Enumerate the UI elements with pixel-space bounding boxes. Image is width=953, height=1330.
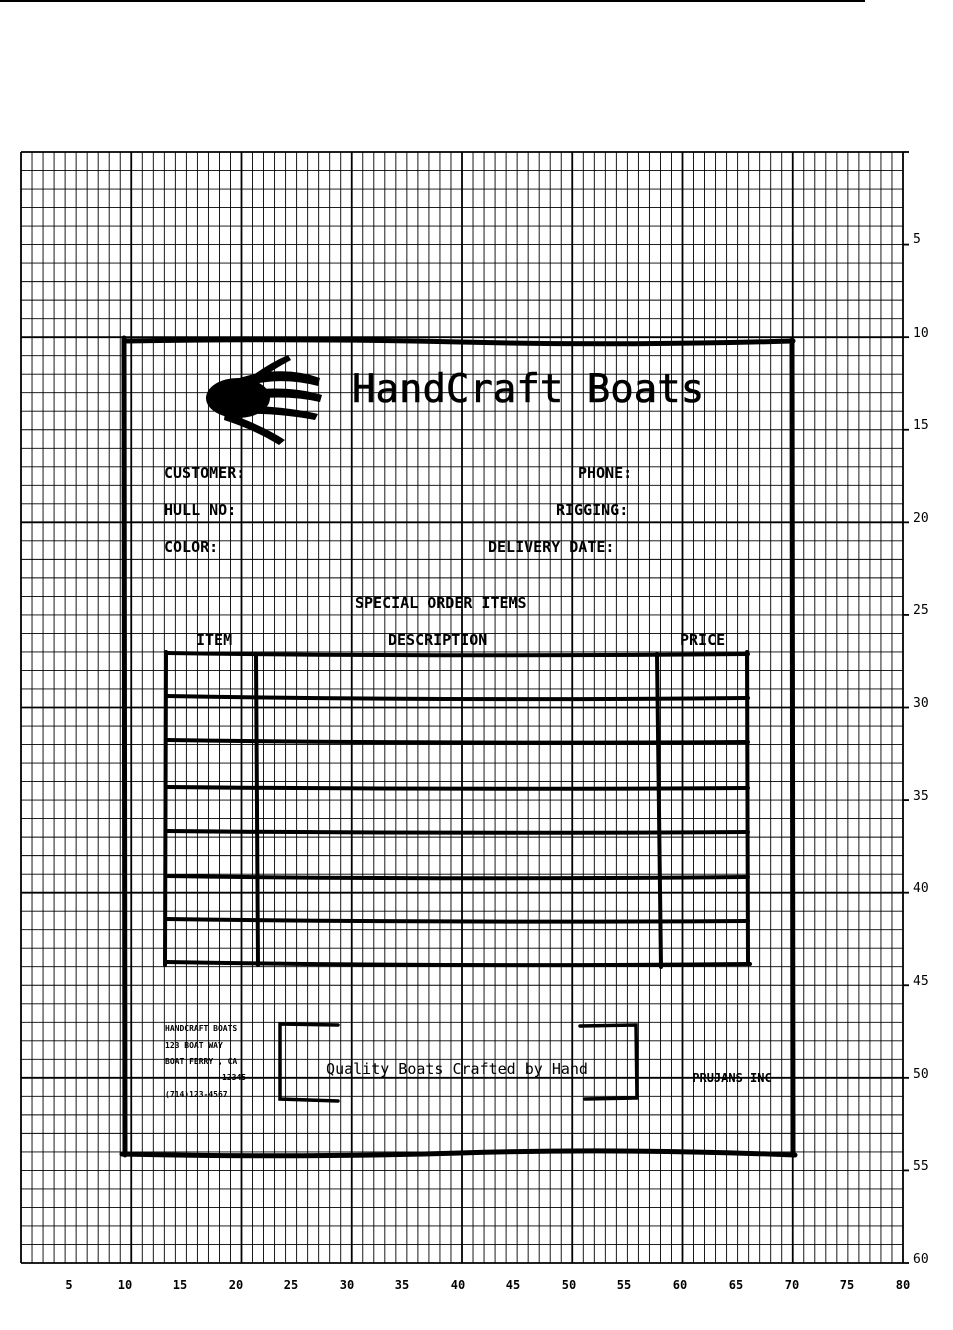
- x-tick-label: 80: [895, 1278, 911, 1292]
- x-tick-label: 60: [672, 1278, 688, 1292]
- x-tick-label: 5: [65, 1278, 73, 1292]
- address-line: 123 BOAT WAY: [165, 1041, 223, 1050]
- x-tick-label: 25: [283, 1278, 299, 1292]
- hand-logo-icon: [206, 355, 322, 445]
- table-row-line: [166, 831, 748, 833]
- rigging-label: RIGGING:: [556, 501, 629, 519]
- x-tick-label: 10: [117, 1278, 133, 1292]
- address-line: BOAT FERRY , CA: [165, 1057, 238, 1066]
- stamp-logo: PRUJANS INC: [692, 1071, 772, 1085]
- x-tick-label: 75: [839, 1278, 855, 1292]
- x-axis-labels: [65, 1278, 910, 1292]
- y-tick-label: 60: [913, 1252, 929, 1267]
- y-tick-label: 20: [913, 511, 929, 526]
- address-line: 12345: [222, 1073, 247, 1082]
- column-header-item: ITEM: [196, 631, 233, 649]
- y-tick-label: 45: [913, 974, 929, 989]
- x-tick-label: 50: [561, 1278, 577, 1292]
- form-border: [122, 338, 795, 1156]
- x-tick-label: 40: [450, 1278, 466, 1292]
- customer-label: CUSTOMER:: [164, 464, 246, 482]
- table-row-line: [166, 653, 748, 655]
- form-title: HandCraft Boats: [352, 367, 705, 412]
- table-row-line: [166, 876, 748, 878]
- hull-no-label: HULL NO:: [164, 501, 237, 519]
- section-title: SPECIAL ORDER ITEMS: [355, 594, 527, 612]
- y-tick-label: 25: [913, 603, 929, 618]
- column-header-price: PRICE: [680, 631, 726, 649]
- slogan: Quality Boats Crafted by Hand: [326, 1060, 588, 1078]
- table-row-line: [166, 787, 748, 789]
- color-label: COLOR:: [164, 538, 219, 556]
- x-tick-label: 15: [172, 1278, 188, 1292]
- x-tick-label: 45: [505, 1278, 521, 1292]
- address-line: (714)123-4567: [165, 1090, 228, 1099]
- delivery-date-label: DELIVERY DATE:: [488, 538, 615, 556]
- column-header-description: DESCRIPTION: [388, 631, 488, 649]
- y-tick-label: 10: [913, 326, 929, 341]
- x-tick-label: 65: [728, 1278, 744, 1292]
- y-tick-label: 35: [913, 789, 929, 804]
- x-tick-label: 70: [784, 1278, 800, 1292]
- x-tick-label: 30: [339, 1278, 355, 1292]
- address-line: HANDCRAFT BOATS: [165, 1024, 238, 1033]
- phone-label: PHONE:: [578, 464, 633, 482]
- y-tick-label: 40: [913, 881, 929, 896]
- address-block: [165, 1024, 246, 1099]
- y-tick-label: 30: [913, 696, 929, 711]
- y-tick-label: 50: [913, 1067, 929, 1082]
- y-tick-label: 15: [913, 418, 929, 433]
- y-axis-labels: [913, 232, 929, 1267]
- x-tick-label: 20: [228, 1278, 244, 1292]
- y-tick-label: 55: [913, 1159, 929, 1174]
- x-tick-label: 55: [616, 1278, 632, 1292]
- y-tick-label: 5: [913, 232, 921, 247]
- x-tick-label: 35: [394, 1278, 410, 1292]
